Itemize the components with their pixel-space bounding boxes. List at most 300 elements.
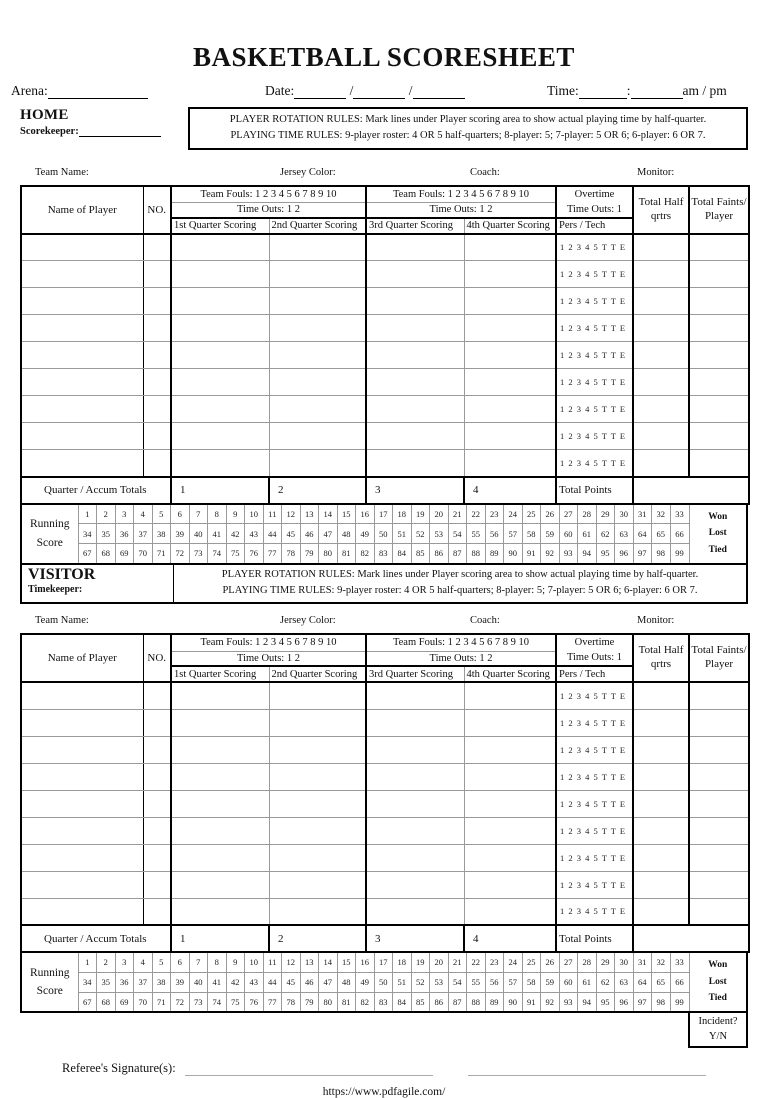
q2-scoring-cell[interactable] <box>269 763 366 790</box>
monitor-label[interactable]: Monitor: <box>637 615 675 627</box>
score-number[interactable]: 58 <box>522 524 541 544</box>
pers-tech-cell[interactable]: 1 2 3 4 5 T T E <box>556 288 633 315</box>
score-number[interactable]: 70 <box>134 992 153 1012</box>
q4-scoring-cell[interactable] <box>464 450 556 477</box>
q2-scoring-cell[interactable] <box>269 234 366 261</box>
score-number[interactable]: 98 <box>652 544 671 564</box>
score-number[interactable]: 95 <box>596 544 615 564</box>
score-number[interactable]: 96 <box>615 992 634 1012</box>
q1-scoring-cell[interactable] <box>171 261 269 288</box>
score-number[interactable]: 6 <box>171 504 190 524</box>
score-number[interactable]: 49 <box>356 972 375 992</box>
score-number[interactable]: 29 <box>596 504 615 524</box>
q1-scoring-cell[interactable] <box>171 817 269 844</box>
q4-scoring-cell[interactable] <box>464 234 556 261</box>
q3-scoring-cell[interactable] <box>366 315 464 342</box>
score-number[interactable]: 35 <box>97 972 116 992</box>
score-number[interactable]: 91 <box>522 544 541 564</box>
scorekeeper-input[interactable] <box>79 126 161 137</box>
score-number[interactable]: 36 <box>115 972 134 992</box>
score-number[interactable]: 23 <box>485 504 504 524</box>
score-number[interactable]: 52 <box>411 524 430 544</box>
score-number[interactable]: 55 <box>467 524 486 544</box>
team-fouls-header-2h[interactable]: Team Fouls: 1 2 3 4 5 6 7 8 9 10 <box>366 186 556 203</box>
score-number[interactable]: 44 <box>263 972 282 992</box>
q3-scoring-cell[interactable] <box>366 871 464 898</box>
score-number[interactable]: 38 <box>152 972 171 992</box>
total-points-cell[interactable] <box>633 477 749 504</box>
score-number[interactable]: 37 <box>134 524 153 544</box>
score-number[interactable]: 20 <box>430 504 449 524</box>
score-number[interactable]: 40 <box>189 524 208 544</box>
score-number[interactable]: 85 <box>411 992 430 1012</box>
score-number[interactable]: 64 <box>633 972 652 992</box>
player-no-cell[interactable] <box>143 450 171 477</box>
q2-scoring-cell[interactable] <box>269 450 366 477</box>
score-number[interactable]: 10 <box>245 952 264 972</box>
pers-tech-cell[interactable]: 1 2 3 4 5 T T E <box>556 817 633 844</box>
score-number[interactable]: 11 <box>263 504 282 524</box>
jersey-color-label[interactable]: Jersey Color: <box>280 615 336 627</box>
time-outs-header-2h[interactable]: Time Outs: 1 2 <box>366 651 556 666</box>
score-number[interactable]: 69 <box>115 992 134 1012</box>
q2-scoring-cell[interactable] <box>269 871 366 898</box>
overtime-timeouts-label[interactable]: Time Outs: 1 <box>566 652 623 664</box>
q3-scoring-cell[interactable] <box>366 763 464 790</box>
q4-scoring-cell[interactable] <box>464 423 556 450</box>
total-half-cell[interactable] <box>633 261 689 288</box>
score-number[interactable]: 85 <box>411 544 430 564</box>
player-name-cell[interactable] <box>21 450 143 477</box>
score-number[interactable]: 51 <box>393 524 412 544</box>
q2-total-cell[interactable]: 2 <box>269 925 366 952</box>
player-name-cell[interactable] <box>21 817 143 844</box>
score-number[interactable]: 41 <box>208 524 227 544</box>
score-number[interactable]: 18 <box>393 504 412 524</box>
score-number[interactable]: 56 <box>485 972 504 992</box>
score-number[interactable]: 87 <box>448 992 467 1012</box>
score-number[interactable]: 50 <box>374 524 393 544</box>
q4-scoring-cell[interactable] <box>464 763 556 790</box>
total-faints-cell[interactable] <box>689 369 749 396</box>
total-half-cell[interactable] <box>633 423 689 450</box>
player-name-cell[interactable] <box>21 423 143 450</box>
score-number[interactable]: 66 <box>670 524 689 544</box>
q2-scoring-cell[interactable] <box>269 423 366 450</box>
score-number[interactable]: 68 <box>97 544 116 564</box>
total-faints-cell[interactable] <box>689 871 749 898</box>
time-outs-header-1h[interactable]: Time Outs: 1 2 <box>171 651 366 666</box>
score-number[interactable]: 7 <box>189 952 208 972</box>
q1-scoring-cell[interactable] <box>171 790 269 817</box>
score-number[interactable]: 17 <box>374 952 393 972</box>
score-number[interactable]: 13 <box>300 504 319 524</box>
score-number[interactable]: 99 <box>670 992 689 1012</box>
score-number[interactable]: 89 <box>485 544 504 564</box>
total-half-cell[interactable] <box>633 369 689 396</box>
score-number[interactable]: 73 <box>189 544 208 564</box>
score-number[interactable]: 31 <box>633 952 652 972</box>
score-number[interactable]: 22 <box>467 952 486 972</box>
score-number[interactable]: 45 <box>282 972 301 992</box>
player-no-cell[interactable] <box>143 898 171 925</box>
score-number[interactable]: 78 <box>282 992 301 1012</box>
player-name-cell[interactable] <box>21 342 143 369</box>
score-number[interactable]: 83 <box>374 992 393 1012</box>
score-number[interactable]: 62 <box>596 972 615 992</box>
score-number[interactable]: 18 <box>393 952 412 972</box>
player-name-cell[interactable] <box>21 369 143 396</box>
q4-scoring-cell[interactable] <box>464 342 556 369</box>
pers-tech-cell[interactable]: 1 2 3 4 5 T T E <box>556 844 633 871</box>
q3-total-cell[interactable]: 3 <box>366 925 464 952</box>
coach-label[interactable]: Coach: <box>470 615 500 627</box>
total-half-cell[interactable] <box>633 709 689 736</box>
date-year-input[interactable] <box>413 86 465 99</box>
q3-scoring-cell[interactable] <box>366 261 464 288</box>
total-faints-cell[interactable] <box>689 682 749 709</box>
q2-scoring-cell[interactable] <box>269 844 366 871</box>
score-number[interactable]: 15 <box>337 952 356 972</box>
q1-scoring-cell[interactable] <box>171 682 269 709</box>
q1-scoring-cell[interactable] <box>171 844 269 871</box>
score-number[interactable]: 30 <box>615 504 634 524</box>
q2-scoring-cell[interactable] <box>269 736 366 763</box>
score-number[interactable]: 72 <box>171 544 190 564</box>
result-option[interactable]: Tied <box>708 993 727 1004</box>
total-faints-cell[interactable] <box>689 396 749 423</box>
q4-scoring-cell[interactable] <box>464 682 556 709</box>
score-number[interactable]: 76 <box>245 544 264 564</box>
player-name-cell[interactable] <box>21 763 143 790</box>
total-faints-cell[interactable] <box>689 736 749 763</box>
score-number[interactable]: 11 <box>263 952 282 972</box>
q3-scoring-cell[interactable] <box>366 817 464 844</box>
score-number[interactable]: 80 <box>319 992 338 1012</box>
q3-scoring-cell[interactable] <box>366 423 464 450</box>
score-number[interactable]: 13 <box>300 952 319 972</box>
player-no-cell[interactable] <box>143 736 171 763</box>
pers-tech-cell[interactable]: 1 2 3 4 5 T T E <box>556 369 633 396</box>
score-number[interactable]: 72 <box>171 992 190 1012</box>
score-number[interactable]: 44 <box>263 524 282 544</box>
score-number[interactable]: 89 <box>485 992 504 1012</box>
score-number[interactable]: 65 <box>652 524 671 544</box>
score-number[interactable]: 88 <box>467 544 486 564</box>
player-no-cell[interactable] <box>143 763 171 790</box>
total-half-cell[interactable] <box>633 763 689 790</box>
score-number[interactable]: 94 <box>578 992 597 1012</box>
score-number[interactable]: 62 <box>596 524 615 544</box>
score-number[interactable]: 17 <box>374 504 393 524</box>
score-number[interactable]: 68 <box>97 992 116 1012</box>
score-number[interactable]: 25 <box>522 952 541 972</box>
q4-scoring-cell[interactable] <box>464 261 556 288</box>
score-number[interactable]: 16 <box>356 952 375 972</box>
q3-scoring-cell[interactable] <box>366 709 464 736</box>
player-name-cell[interactable] <box>21 288 143 315</box>
score-number[interactable]: 48 <box>337 524 356 544</box>
player-no-cell[interactable] <box>143 423 171 450</box>
total-faints-cell[interactable] <box>689 844 749 871</box>
score-number[interactable]: 4 <box>134 952 153 972</box>
date-month-input[interactable] <box>353 86 405 99</box>
score-number[interactable]: 77 <box>263 992 282 1012</box>
q2-scoring-cell[interactable] <box>269 261 366 288</box>
q2-scoring-cell[interactable] <box>269 315 366 342</box>
player-no-cell[interactable] <box>143 315 171 342</box>
score-number[interactable]: 41 <box>208 972 227 992</box>
team-fouls-header-1h[interactable]: Team Fouls: 1 2 3 4 5 6 7 8 9 10 <box>171 634 366 651</box>
q1-scoring-cell[interactable] <box>171 736 269 763</box>
score-number[interactable]: 54 <box>448 972 467 992</box>
score-number[interactable]: 81 <box>337 992 356 1012</box>
score-number[interactable]: 75 <box>226 992 245 1012</box>
total-faints-cell[interactable] <box>689 261 749 288</box>
player-name-cell[interactable] <box>21 396 143 423</box>
player-name-cell[interactable] <box>21 315 143 342</box>
time-hour-input[interactable] <box>579 86 627 99</box>
player-no-cell[interactable] <box>143 817 171 844</box>
score-number[interactable]: 30 <box>615 952 634 972</box>
score-number[interactable]: 6 <box>171 952 190 972</box>
q4-scoring-cell[interactable] <box>464 709 556 736</box>
score-number[interactable]: 42 <box>226 972 245 992</box>
total-half-cell[interactable] <box>633 450 689 477</box>
score-number[interactable]: 2 <box>97 952 116 972</box>
total-half-cell[interactable] <box>633 682 689 709</box>
score-number[interactable]: 28 <box>578 952 597 972</box>
result-option[interactable]: Won <box>708 511 728 522</box>
player-no-cell[interactable] <box>143 369 171 396</box>
score-number[interactable]: 15 <box>337 504 356 524</box>
score-number[interactable]: 4 <box>134 504 153 524</box>
score-number[interactable]: 12 <box>282 504 301 524</box>
pers-tech-cell[interactable]: 1 2 3 4 5 T T E <box>556 790 633 817</box>
total-faints-cell[interactable] <box>689 450 749 477</box>
score-number[interactable]: 9 <box>226 504 245 524</box>
total-half-cell[interactable] <box>633 396 689 423</box>
score-number[interactable]: 5 <box>152 504 171 524</box>
score-number[interactable]: 79 <box>300 544 319 564</box>
score-number[interactable]: 53 <box>430 524 449 544</box>
player-no-cell[interactable] <box>143 844 171 871</box>
q1-total-cell[interactable]: 1 <box>171 477 269 504</box>
player-no-cell[interactable] <box>143 261 171 288</box>
score-number[interactable]: 46 <box>300 524 319 544</box>
q1-scoring-cell[interactable] <box>171 288 269 315</box>
referee-signature-input-1[interactable] <box>185 1063 433 1076</box>
pers-tech-cell[interactable]: 1 2 3 4 5 T T E <box>556 736 633 763</box>
score-number[interactable]: 39 <box>171 524 190 544</box>
q2-scoring-cell[interactable] <box>269 342 366 369</box>
score-number[interactable]: 82 <box>356 544 375 564</box>
score-number[interactable]: 51 <box>393 972 412 992</box>
score-number[interactable]: 43 <box>245 972 264 992</box>
q1-scoring-cell[interactable] <box>171 342 269 369</box>
player-no-cell[interactable] <box>143 342 171 369</box>
score-number[interactable]: 69 <box>115 544 134 564</box>
score-number[interactable]: 56 <box>485 524 504 544</box>
total-half-cell[interactable] <box>633 315 689 342</box>
score-number[interactable]: 71 <box>152 544 171 564</box>
score-number[interactable]: 28 <box>578 504 597 524</box>
score-number[interactable]: 49 <box>356 524 375 544</box>
q1-scoring-cell[interactable] <box>171 763 269 790</box>
total-faints-cell[interactable] <box>689 315 749 342</box>
q4-scoring-cell[interactable] <box>464 790 556 817</box>
total-faints-cell[interactable] <box>689 790 749 817</box>
score-number[interactable]: 21 <box>448 952 467 972</box>
ampm-label[interactable]: am / pm <box>682 83 727 98</box>
score-number[interactable]: 59 <box>541 524 560 544</box>
q1-scoring-cell[interactable] <box>171 234 269 261</box>
incident-yn-option[interactable]: Y/N <box>708 1031 728 1043</box>
score-number[interactable]: 57 <box>504 524 523 544</box>
score-number[interactable]: 24 <box>504 952 523 972</box>
score-number[interactable]: 47 <box>319 524 338 544</box>
q4-scoring-cell[interactable] <box>464 369 556 396</box>
score-number[interactable]: 46 <box>300 972 319 992</box>
q2-scoring-cell[interactable] <box>269 790 366 817</box>
player-name-cell[interactable] <box>21 844 143 871</box>
total-faints-cell[interactable] <box>689 709 749 736</box>
score-number[interactable]: 20 <box>430 952 449 972</box>
pers-tech-cell[interactable]: 1 2 3 4 5 T T E <box>556 871 633 898</box>
score-number[interactable]: 50 <box>374 972 393 992</box>
q4-scoring-cell[interactable] <box>464 898 556 925</box>
score-number[interactable]: 26 <box>541 952 560 972</box>
score-number[interactable]: 31 <box>633 504 652 524</box>
total-half-cell[interactable] <box>633 898 689 925</box>
score-number[interactable]: 86 <box>430 544 449 564</box>
score-number[interactable]: 95 <box>596 992 615 1012</box>
score-number[interactable]: 3 <box>115 504 134 524</box>
score-number[interactable]: 8 <box>208 952 227 972</box>
score-number[interactable]: 39 <box>171 972 190 992</box>
pers-tech-cell[interactable]: 1 2 3 4 5 T T E <box>556 234 633 261</box>
q4-scoring-cell[interactable] <box>464 315 556 342</box>
score-number[interactable]: 92 <box>541 992 560 1012</box>
player-name-cell[interactable] <box>21 682 143 709</box>
score-number[interactable]: 55 <box>467 972 486 992</box>
score-number[interactable]: 86 <box>430 992 449 1012</box>
score-number[interactable]: 88 <box>467 992 486 1012</box>
player-name-cell[interactable] <box>21 709 143 736</box>
score-number[interactable]: 71 <box>152 992 171 1012</box>
q1-total-cell[interactable]: 1 <box>171 925 269 952</box>
total-half-cell[interactable] <box>633 736 689 763</box>
result-option[interactable]: Tied <box>708 544 727 555</box>
score-number[interactable]: 19 <box>411 504 430 524</box>
score-number[interactable]: 81 <box>337 544 356 564</box>
score-number[interactable]: 37 <box>134 972 153 992</box>
score-number[interactable]: 1 <box>78 504 97 524</box>
total-faints-cell[interactable] <box>689 342 749 369</box>
player-name-cell[interactable] <box>21 234 143 261</box>
score-number[interactable]: 84 <box>393 544 412 564</box>
total-points-cell[interactable] <box>633 925 749 952</box>
player-no-cell[interactable] <box>143 396 171 423</box>
player-name-cell[interactable] <box>21 261 143 288</box>
score-number[interactable]: 16 <box>356 504 375 524</box>
score-number[interactable]: 14 <box>319 952 338 972</box>
pers-tech-cell[interactable]: 1 2 3 4 5 T T E <box>556 763 633 790</box>
q4-scoring-cell[interactable] <box>464 844 556 871</box>
q3-scoring-cell[interactable] <box>366 736 464 763</box>
score-number[interactable]: 93 <box>559 992 578 1012</box>
q3-scoring-cell[interactable] <box>366 342 464 369</box>
score-number[interactable]: 8 <box>208 504 227 524</box>
total-half-cell[interactable] <box>633 342 689 369</box>
score-number[interactable]: 92 <box>541 544 560 564</box>
team-name-label[interactable]: Team Name: <box>35 615 89 627</box>
score-number[interactable]: 19 <box>411 952 430 972</box>
team-fouls-header-1h[interactable]: Team Fouls: 1 2 3 4 5 6 7 8 9 10 <box>171 186 366 203</box>
q4-total-cell[interactable]: 4 <box>464 477 556 504</box>
score-number[interactable]: 80 <box>319 544 338 564</box>
score-number[interactable]: 9 <box>226 952 245 972</box>
score-number[interactable]: 87 <box>448 544 467 564</box>
total-faints-cell[interactable] <box>689 817 749 844</box>
time-outs-header-1h[interactable]: Time Outs: 1 2 <box>171 203 366 218</box>
score-number[interactable]: 27 <box>559 504 578 524</box>
pers-tech-cell[interactable]: 1 2 3 4 5 T T E <box>556 342 633 369</box>
q4-total-cell[interactable]: 4 <box>464 925 556 952</box>
date-day-input[interactable] <box>294 86 346 99</box>
score-number[interactable]: 96 <box>615 544 634 564</box>
player-name-cell[interactable] <box>21 871 143 898</box>
team-name-label[interactable]: Team Name: <box>35 166 89 178</box>
score-number[interactable]: 67 <box>78 992 97 1012</box>
score-number[interactable]: 2 <box>97 504 116 524</box>
result-option[interactable]: Lost <box>708 976 727 987</box>
player-no-cell[interactable] <box>143 871 171 898</box>
q2-scoring-cell[interactable] <box>269 396 366 423</box>
q4-scoring-cell[interactable] <box>464 817 556 844</box>
score-number[interactable]: 63 <box>615 972 634 992</box>
pers-tech-cell[interactable]: 1 2 3 4 5 T T E <box>556 423 633 450</box>
arena-input[interactable] <box>48 86 148 99</box>
score-number[interactable]: 99 <box>670 544 689 564</box>
q3-scoring-cell[interactable] <box>366 288 464 315</box>
score-number[interactable]: 27 <box>559 952 578 972</box>
total-faints-cell[interactable] <box>689 763 749 790</box>
player-no-cell[interactable] <box>143 709 171 736</box>
score-number[interactable]: 82 <box>356 992 375 1012</box>
q1-scoring-cell[interactable] <box>171 396 269 423</box>
score-number[interactable]: 64 <box>633 524 652 544</box>
score-number[interactable]: 73 <box>189 992 208 1012</box>
score-number[interactable]: 60 <box>559 972 578 992</box>
score-number[interactable]: 48 <box>337 972 356 992</box>
q2-scoring-cell[interactable] <box>269 682 366 709</box>
score-number[interactable]: 63 <box>615 524 634 544</box>
q2-scoring-cell[interactable] <box>269 898 366 925</box>
q4-scoring-cell[interactable] <box>464 288 556 315</box>
score-number[interactable]: 90 <box>504 992 523 1012</box>
total-faints-cell[interactable] <box>689 234 749 261</box>
score-number[interactable]: 47 <box>319 972 338 992</box>
player-no-cell[interactable] <box>143 790 171 817</box>
total-half-cell[interactable] <box>633 817 689 844</box>
q1-scoring-cell[interactable] <box>171 898 269 925</box>
result-option[interactable]: Won <box>708 960 728 971</box>
score-number[interactable]: 79 <box>300 992 319 1012</box>
pers-tech-cell[interactable]: 1 2 3 4 5 T T E <box>556 450 633 477</box>
score-number[interactable]: 53 <box>430 972 449 992</box>
pers-tech-cell[interactable]: 1 2 3 4 5 T T E <box>556 898 633 925</box>
